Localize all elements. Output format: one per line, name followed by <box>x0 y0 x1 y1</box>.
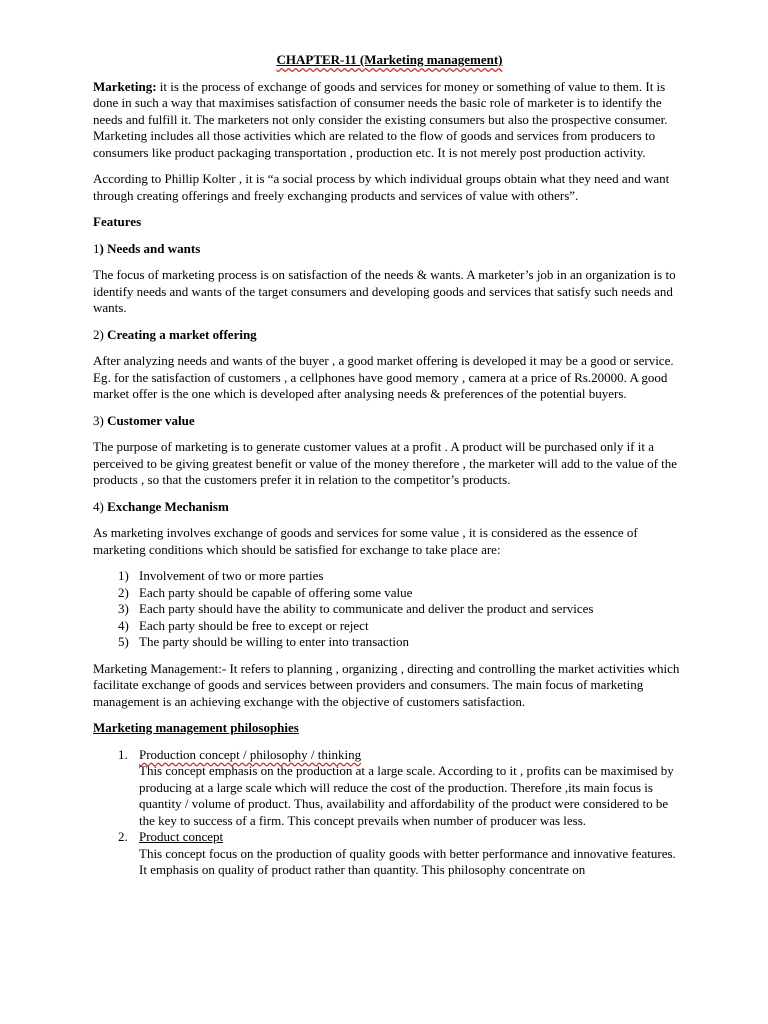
feature-2-heading: 2) Creating a market offering <box>93 326 257 342</box>
marketing-definition <box>93 79 686 162</box>
list-item: 2) Each party should be capable of offering some value <box>118 584 413 600</box>
list-item: 1. Production concept / philosophy / thinking This concept emphasis on the production at a large scale. According to it , profits can be maximised by producing at a large scale which will reduce the cost of the production. Therefore ,its main focus is quantity / volume of product. Thus, availability and affordability of the product were considered to be the key to success of a firm. This concept prevails when number of producer was less. <box>118 747 686 830</box>
marketing-definition-text: it is the process of exchange of goods and services for money or something of value to them. It is done in such a way that maximises satisfaction of consumer needs the basic role of marketer is to identify the needs and fulfill it. The marketers not only consider the existing consumers but also the prospective consumer. Marketing includes all those activities which are related to the flow of goods and services from producers to consumers like product packaging transportation , production etc. It is not merely post production activity. <box>93 78 668 160</box>
philosophies-list <box>93 747 686 879</box>
marketing-term: Marketing: <box>93 78 157 94</box>
product-concept-title: Product concept <box>139 829 224 844</box>
feature-1-heading: 1) Needs and wants <box>93 240 201 256</box>
exchange-conditions-list <box>93 568 686 651</box>
feature-1-text: The focus of marketing process is on satisfaction of the needs & wants. A marketer’s job in an organization is to identify needs and wants of the target consumers and developing goods and services that satisfy such needs and wants. <box>93 267 676 315</box>
feature-4-heading: 4) Exchange Mechanism <box>93 498 229 514</box>
feature-3-text: The purpose of marketing is to generate customer values at a profit . A product will be purchased only if it a perceived to be giving greatest benefit or value of the money therefore , the marketer will add to the value of the products , so that the customers prefer it in relation to the competitor’s products. <box>93 439 678 487</box>
production-concept-text: This concept emphasis on the production at a large scale. According to it , profits can be maximised by producing at a large scale which will reduce the cost of the production. Therefore ,its main focus is quantity / volume of product. Thus, availability and affordability of the product were considered to be the key to success of a firm. This concept prevails when number of producer was less. <box>139 763 674 828</box>
list-item: 3) Each party should have the ability to communicate and deliver the product and services <box>118 601 594 616</box>
features-heading: Features <box>93 214 142 229</box>
feature-3-heading: 3) Customer value <box>93 412 195 428</box>
kotler-quote: According to Phillip Kolter , it is “a social process by which individual groups obtain what they need and want through creating offerings and freely exchanging products and services of value with others”. <box>93 171 670 203</box>
list-item: 1) Involvement of two or more parties <box>118 568 324 583</box>
product-concept-text: This concept focus on the production of quality goods with better performance and innovative features. It emphasis on quality of product rather than quantity. This philosophy concentrate on <box>139 845 676 877</box>
document-page <box>93 52 686 879</box>
marketing-management-definition: Marketing Management:- It refers to planning , organizing , directing and controlling the market activities which facilitate exchange of goods and services between providers and consumers. The main focus of marketing management is an achieving exchange with the objective of customers satisfaction. <box>93 660 680 709</box>
chapter-title: CHAPTER-11 (Marketing management) <box>276 52 503 67</box>
list-item: 4) Each party should be free to except or reject <box>118 617 369 633</box>
feature-4-text: As marketing involves exchange of goods and services for some value , it is considered as the essence of marketing conditions which should be satisfied for exchange to take place are: <box>93 525 638 557</box>
production-concept-title: Production concept / philosophy / thinking <box>139 746 362 762</box>
philosophies-heading: Marketing management philosophies <box>93 720 299 735</box>
list-item: 5) The party should be willing to enter into transaction <box>118 634 410 649</box>
list-item: 2. Product concept This concept focus on the production of quality goods with better performance and innovative features. It emphasis on quality of product rather than quantity. This philosophy concentrate on <box>118 829 686 879</box>
feature-2-text: After analyzing needs and wants of the buyer , a good market offering is developed it may be a good or service. Eg. for the satisfaction of customers , a cellphones have good memory , camera at a price of Rs.20000. A good market offer is the one which is developed after analysing needs & preferences of the potential buyers. <box>93 353 674 401</box>
